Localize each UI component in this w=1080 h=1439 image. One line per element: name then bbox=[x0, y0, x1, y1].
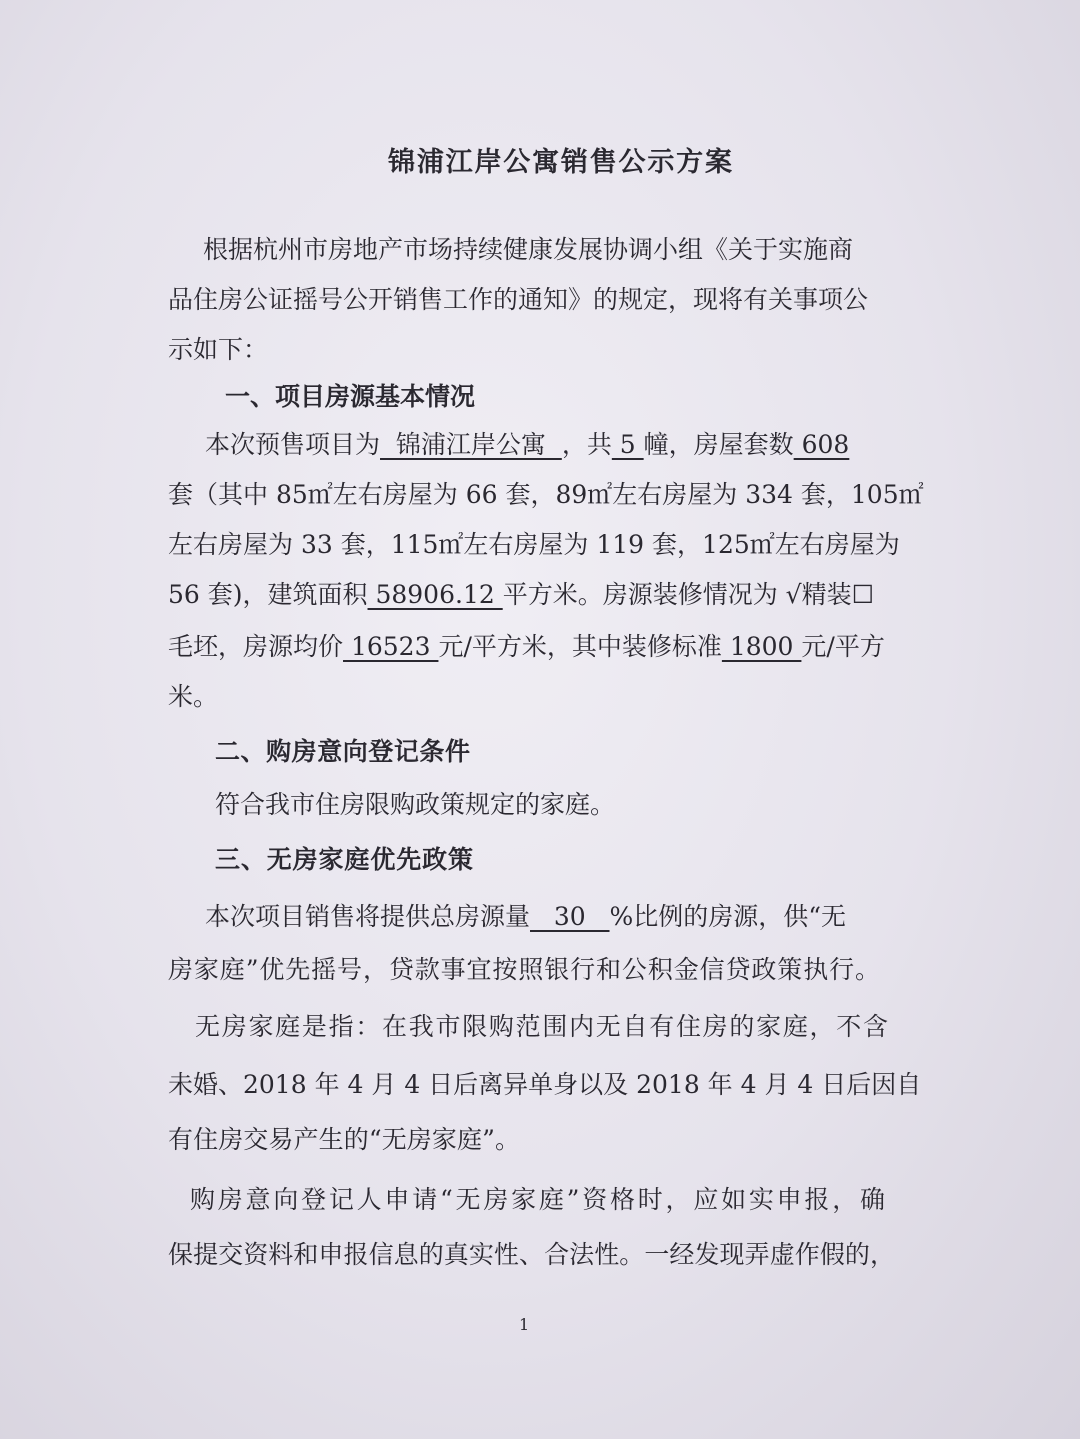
paragraph-line: 未婚、2018 年 4 月 4 日后离异单身以及 2018 年 4 月 4 日后因自 bbox=[168, 1070, 922, 1099]
unit-count: 608 bbox=[793, 430, 850, 459]
paragraph-line: 保提交资料和申报信息的真实性、合法性。一经发现弄虚作假的， bbox=[168, 1240, 895, 1269]
paragraph-line: 有住房交易产生的“无房家庭”。 bbox=[168, 1125, 520, 1154]
section-heading: 三、无房家庭优先政策 bbox=[215, 845, 473, 874]
text: 本次预售项目为 bbox=[205, 430, 381, 459]
section-heading: 二、购房意向登记条件 bbox=[215, 737, 470, 766]
text: ，共 bbox=[561, 430, 612, 459]
text: 元/平方米，其中装修标准 bbox=[438, 632, 722, 661]
text: 平方米。房源装修情况为 √精装☐ bbox=[502, 580, 874, 609]
price-line bbox=[168, 630, 885, 664]
intro-line: 示如下： bbox=[168, 335, 269, 364]
text: 元/平方 bbox=[801, 632, 885, 661]
unit-breakdown-line: 左右房屋为 33 套，115㎡左右房屋为 119 套，125㎡左右房屋为 bbox=[168, 530, 900, 559]
price-line-end: 米。 bbox=[168, 682, 219, 711]
text: 幢，房屋套数 bbox=[643, 430, 794, 459]
section-heading: 一、项目房源基本情况 bbox=[225, 382, 476, 411]
intro-line: 根据杭州市房地产市场持续健康发展协调小组《关于实施商 bbox=[203, 235, 854, 264]
text: %比例的房源，供“无 bbox=[609, 902, 847, 931]
building-count: 5 bbox=[611, 430, 644, 459]
floor-area: 58906.12 bbox=[367, 580, 503, 609]
text: 本次项目销售将提供总房源量 bbox=[205, 902, 531, 931]
intro-line: 品住房公证摇号公开销售工作的通知》的规定，现将有关事项公 bbox=[168, 285, 869, 314]
decoration-standard: 1800 bbox=[721, 632, 802, 661]
paragraph-line: 符合我市住房限购政策规定的家庭。 bbox=[215, 790, 616, 819]
unit-breakdown-line: 套（其中 85㎡左右房屋为 66 套，89㎡左右房屋为 334 套，105㎡ bbox=[168, 480, 924, 509]
paragraph-line: 无房家庭是指：在我市限购范围内无自有住房的家庭，不含 bbox=[195, 1012, 888, 1041]
text: 毛坯，房源均价 bbox=[168, 632, 344, 661]
average-price: 16523 bbox=[343, 632, 439, 661]
area-line bbox=[168, 578, 874, 612]
text: 56 套)，建筑面积 bbox=[168, 580, 368, 609]
project-name: 锦浦江岸公寓 bbox=[380, 430, 562, 459]
page-title: 锦浦江岸公寓销售公示方案 bbox=[388, 147, 733, 178]
priority-ratio: 30 bbox=[530, 902, 610, 931]
paragraph-line: 房家庭”优先摇号，贷款事宜按照银行和公积金信贷政策执行。 bbox=[168, 955, 880, 984]
paragraph-line: 购房意向登记人申请“无房家庭”资格时，应如实申报，确 bbox=[190, 1185, 885, 1214]
project-line bbox=[205, 428, 860, 462]
page-number: 1 bbox=[519, 1315, 530, 1334]
ratio-line bbox=[205, 900, 880, 934]
